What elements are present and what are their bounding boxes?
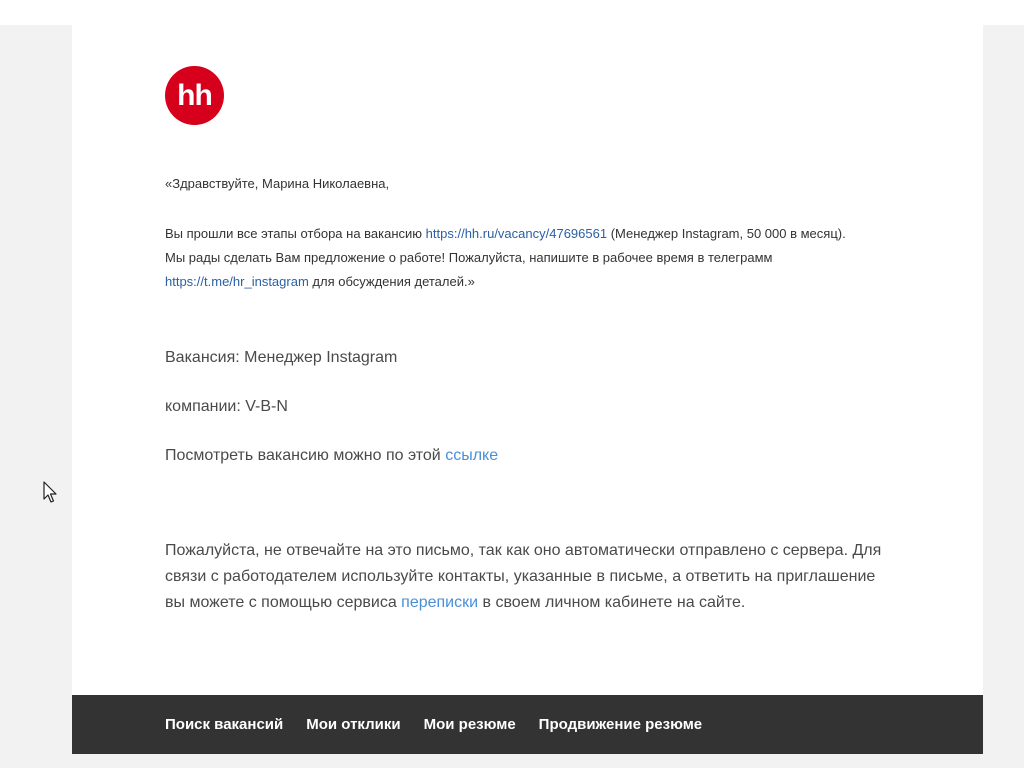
footer-link-search-vacancies[interactable]: Поиск вакансий — [165, 716, 284, 733]
footer-nav — [165, 695, 702, 754]
footer-link-my-responses[interactable]: Мои отклики — [306, 716, 401, 733]
vacancy-url-link[interactable]: https://hh.ru/vacancy/47696561 — [425, 226, 608, 241]
view-vacancy-line — [165, 446, 498, 466]
message-part1: Вы прошли все этапы отбора на вакансию — [165, 226, 426, 241]
telegram-url-link[interactable]: https://t.me/hr_instagram — [165, 274, 309, 289]
message-part2: (Менеджер Instagram, 50 000 в месяц). Мы рады сделать Вам предложение о работе! Пожалуйста, напишите в рабочее время в телеграмм — [165, 226, 846, 265]
message-paragraph — [165, 222, 865, 294]
footer-link-my-resumes[interactable]: Мои резюме — [423, 716, 516, 733]
messages-link[interactable]: переписки — [401, 594, 479, 611]
view-text: Посмотреть вакансию можно по этой — [165, 447, 446, 464]
note-part1: Пожалуйста, не отвечайте на это письмо, так как оно автоматически отправлено с сервера. Для связи с работодателем используйте контакты, указанные в письме, а ответить на приглашение вы можете с помощью сервиса — [165, 542, 882, 611]
footer-nav-bar — [72, 695, 983, 754]
view-vacancy-link[interactable]: ссылке — [445, 447, 499, 464]
greeting-text: «Здравствуйте, Марина Николаевна, — [165, 176, 390, 191]
email-body — [72, 25, 983, 695]
note-part2: в своем личном кабинете на сайте. — [478, 594, 746, 611]
mouse-pointer-icon — [43, 481, 59, 505]
auto-reply-note — [165, 538, 895, 616]
top-bar — [0, 0, 1024, 25]
company-line: компании: V-B-N — [165, 398, 288, 415]
vacancy-line: Вакансия: Менеджер Instagram — [165, 349, 398, 366]
hh-logo[interactable]: hh — [165, 66, 224, 125]
right-margin — [983, 25, 1024, 768]
footer-link-resume-promotion[interactable]: Продвижение резюме — [538, 716, 703, 733]
message-part3: для обсуждения деталей.» — [308, 274, 475, 289]
